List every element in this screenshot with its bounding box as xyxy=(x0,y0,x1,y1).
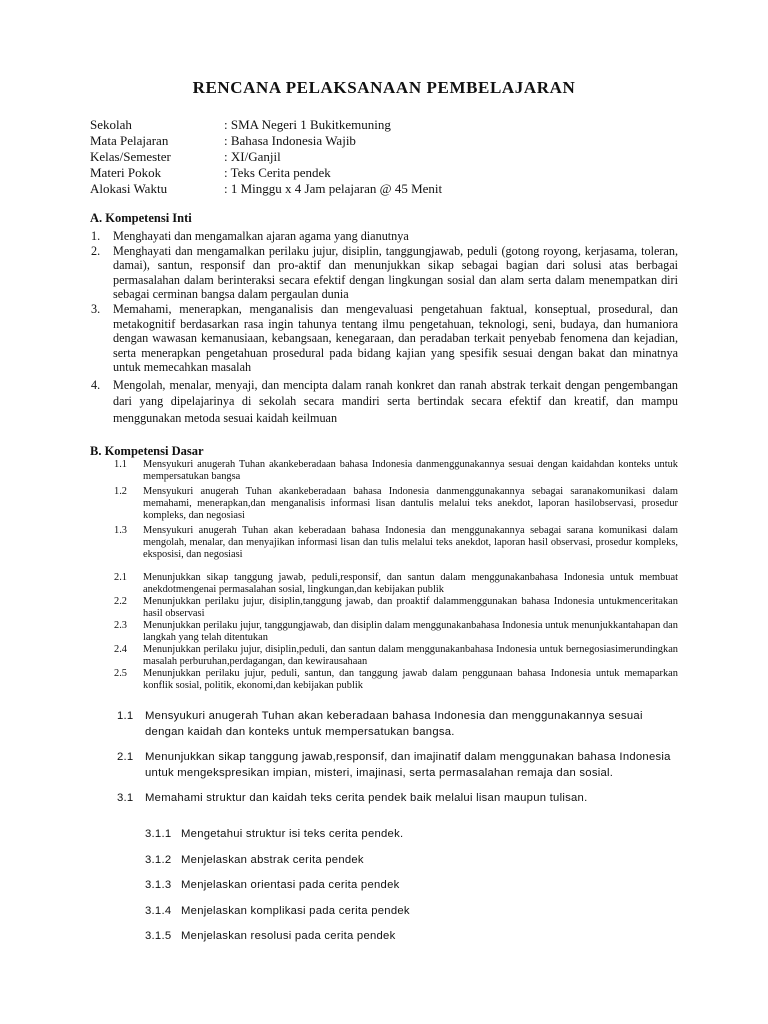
identity-value: : 1 Minggu x 4 Jam pelajaran @ 45 Menit xyxy=(224,181,443,196)
list-item xyxy=(90,244,678,302)
list-item xyxy=(90,229,678,244)
item-number: 4. xyxy=(91,377,101,392)
item-number: 2.3 xyxy=(114,620,127,631)
identity-row-topic xyxy=(90,165,442,181)
identity-label: Alokasi Waktu xyxy=(90,181,168,196)
identity-block xyxy=(90,117,442,197)
list-item xyxy=(117,709,678,740)
indicator-list xyxy=(145,828,645,956)
list-item xyxy=(145,930,645,956)
list-item xyxy=(114,486,678,522)
item-number: 3.1.2 xyxy=(145,853,172,866)
list-item xyxy=(114,668,678,692)
item-number: 1.2 xyxy=(114,486,127,497)
basic-competence-group-2 xyxy=(114,572,678,692)
list-item xyxy=(117,750,678,781)
item-text: Menunjukkan sikap tanggung jawab,responsif, dan imajinatif dalam menggunakan bahasa Indonesia untuk mengekspresikan impian, misteri, imajinasi, serta permasalahan remaja dan sosial. xyxy=(145,751,671,779)
item-text: Menunjukkan sikap tanggung jawab, peduli,responsif, dan santun dalam menggunakanbahasa Indonesia untuk membuat anekdotmengenai permasalahan sosial, lingkungan,dan kebijakan publik xyxy=(143,572,678,595)
identity-value: : SMA Negeri 1 Bukitkemuning xyxy=(224,117,391,132)
list-item xyxy=(114,620,678,644)
identity-row-school xyxy=(90,117,442,133)
core-competence-list xyxy=(90,229,678,426)
list-item xyxy=(145,879,645,905)
item-text: Memahami struktur dan kaidah teks cerita pendek baik melalui lisan maupun tulisan. xyxy=(145,792,588,805)
item-number: 3.1 xyxy=(117,792,134,805)
identity-label: Mata Pelajaran xyxy=(90,133,169,148)
item-text: Menunjukkan perilaku jujur, peduli, santun, dan tanggung jawab dalam penggunaan bahasa Indonesia untuk memaparkan konflik sosial, politik, ekonomi,dan kebijakan publik xyxy=(143,668,678,691)
list-item xyxy=(90,377,678,427)
item-text: Mensyukuri anugerah Tuhan akankeberadaan bahasa Indonesia danmenggunakannya sesuai dengan kaidahdan konteks untuk mempersatukan bangsa xyxy=(143,459,678,482)
item-text: Mensyukuri anugerah Tuhan akan keberadaan bahasa Indonesia dan menggunakannya sesuai dengan kaidah dan konteks untuk mempersatukan bangsa. xyxy=(145,710,643,738)
item-number: 1.3 xyxy=(114,525,127,536)
item-number: 2.1 xyxy=(114,572,127,583)
list-item xyxy=(145,905,645,931)
item-number: 3.1.5 xyxy=(145,930,172,942)
section-b-heading: B. Kompetensi Dasar xyxy=(90,444,204,458)
item-number: 2.1 xyxy=(117,751,134,764)
item-number: 2.4 xyxy=(114,644,127,655)
page-title: RENCANA PELAKSANAAN PEMBELAJARAN xyxy=(192,78,576,97)
identity-label: Kelas/Semester xyxy=(90,149,171,164)
item-text: Menunjukkan perilaku jujur, disiplin,peduli, dan santun dalam menggunakanbahasa Indonesia untuk bernegosiasimerundingkan masalah perburuhan,perdagangan, dan kewirausahaan xyxy=(143,644,678,667)
item-text: Mengetahui struktur isi teks cerita pendek. xyxy=(181,828,404,840)
list-item xyxy=(90,302,678,375)
identity-value: : XI/Ganjil xyxy=(224,149,281,164)
list-item xyxy=(114,644,678,668)
item-text: Menunjukkan perilaku jujur, disiplin,tanggung jawab, dan proaktif dalammenggunakan bahasa Indonesia untukmenceritakan hasil observasi xyxy=(143,596,678,619)
list-item xyxy=(117,791,678,807)
item-text: Menjelaskan abstrak cerita pendek xyxy=(181,853,364,866)
item-text: Menghayati dan mengamalkan perilaku jujur, disiplin, tanggungjawab, peduli (gotong royong, kerjasama, toleran, damai), santun, responsif dan pro-aktif dan menunjukkan sikap sebagai bagian dari solusi atas berbagai permasalahan dalam berinteraksi secara efektif dengan lingkungan sosial dan alam serta dalam menempatkan diri sebagai cerminan bangsa dalam pergaulan dunia xyxy=(113,243,678,302)
identity-value: : Bahasa Indonesia Wajib xyxy=(224,133,356,148)
item-number: 1.1 xyxy=(114,459,127,470)
section-a-heading: A. Kompetensi Inti xyxy=(90,211,192,225)
item-number: 2. xyxy=(91,243,101,258)
item-number: 3.1.3 xyxy=(145,879,172,891)
basic-competence-group-3 xyxy=(117,709,678,807)
item-number: 2.5 xyxy=(114,668,127,679)
list-item xyxy=(114,572,678,596)
identity-label: Materi Pokok xyxy=(90,165,162,180)
identity-value: : Teks Cerita pendek xyxy=(224,165,331,180)
item-text: Menghayati dan mengamalkan ajaran agama yang dianutnya xyxy=(113,229,409,243)
identity-row-class xyxy=(90,149,442,165)
list-item xyxy=(114,459,678,483)
basic-competence-group-1 xyxy=(114,459,678,561)
item-text: Mengolah, menalar, menyaji, dan mencipta dalam ranah konkret dan ranah abstrak terkait dengan pengembangan dari yang dipelajarinya di sekolah secara mandiri serta bertindak secara efektif dan kreatif, dan mampu menggunakan metoda sesuai kaidah keilmuan xyxy=(113,377,678,425)
item-number: 1. xyxy=(91,229,101,243)
item-number: 3.1.4 xyxy=(145,904,172,917)
item-number: 3.1.1 xyxy=(145,828,172,840)
identity-row-subject xyxy=(90,133,442,149)
identity-row-time xyxy=(90,181,442,197)
list-item xyxy=(114,525,678,561)
item-text: Menunjukkan perilaku jujur, tanggungjawab, dan disiplin dalam menggunakanbahasa Indonesia untuk menunjukkantahapan dan langkah yang telah ditentukan xyxy=(143,620,678,643)
item-text: Memahami, menerapkan, menganalisis dan mengevaluasi pengetahuan faktual, konseptual, prosedural, dan metakognitif berdasarkan rasa ingin tahunya tentang ilmu pengetahuan, teknologi, seni, budaya, dan humaniora dengan wawasan kemanusiaan, kebangsaan, kenegaraan, dan peradaban terkait penyebab fenomena dan kejadian, serta menerapkan pengetahuan prosedural pada bidang kajian yang spesifik sesuai dengan bakat dan minatnya untuk memecahkan masalah xyxy=(113,301,678,375)
list-item xyxy=(145,828,645,854)
list-item xyxy=(145,854,645,880)
item-number: 3. xyxy=(91,301,101,316)
item-number: 2.2 xyxy=(114,596,127,607)
list-item xyxy=(114,596,678,620)
identity-label: Sekolah xyxy=(90,117,132,132)
item-text: Menjelaskan resolusi pada cerita pendek xyxy=(181,930,396,942)
item-number: 1.1 xyxy=(117,710,134,722)
item-text: Menjelaskan komplikasi pada cerita pendek xyxy=(181,904,410,917)
item-text: Mensyukuri anugerah Tuhan akankeberadaan bahasa Indonesia danmenggunakannya sebagai saranakomunikasi dalam memahami, menerapkan,dan menganalisis informasi lisan dantulis melalui teks anekdot, laporan hasilobservasi, prosedur kompleks, dan negosiasi xyxy=(143,486,678,521)
item-text: Menjelaskan orientasi pada cerita pendek xyxy=(181,879,400,891)
item-text: Mensyukuri anugerah Tuhan akan keberadaan bahasa Indonesia dan menggunakannya sebagai sarana komunikasi dalam mengolah, menalar, dan menyajikan informasi lisan dan tulis melalui teks anekdot, laporan hasil observasi, prosedur kompleks, eksposisi, dan negosiasi xyxy=(143,525,678,560)
